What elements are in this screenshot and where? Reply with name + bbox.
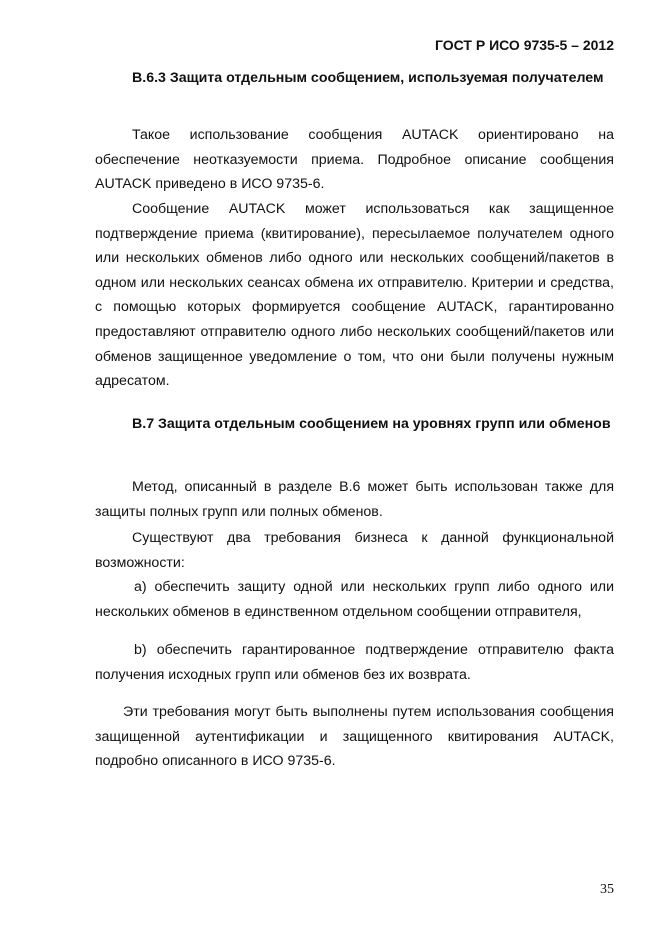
section-b63-heading: B.6.3 Защита отдельным сообщением, используемая получателем bbox=[132, 70, 604, 86]
section-b7-heading: B.7 Защита отдельным сообщением на уровнях групп или обменов bbox=[132, 416, 611, 432]
section-b7-paragraph-2: Существуют два требования бизнеса к данной функциональной возможности: bbox=[95, 530, 614, 571]
requirement-item-b: b) обеспечить гарантированное подтверждение отправителю факта получения исходных групп или обменов без их возврата. bbox=[95, 642, 614, 683]
section-b7-paragraph-1: Метод, описанный в разделе B.6 может быть использован также для защиты полных групп или полных обменов. bbox=[95, 479, 614, 520]
section-b7-closing-paragraph: Эти требования могут быть выполнены путем использования сообщения защищенной аутентификации и защищенного квитирования AUTACK, подробно описанного в ИСО 9735-6. bbox=[95, 704, 614, 770]
page-number: 35 bbox=[600, 882, 614, 897]
requirement-item-a: a) обеспечить защиту одной или нескольких групп либо одного или нескольких обменов в единственном отдельном сообщении отправителя, bbox=[95, 579, 614, 620]
section-b63-paragraph-2: Сообщение AUTACK может использоваться как защищенное подтверждение приема (квитирование), пересылаемое получателем одного или нескольких обменов либо одного или нескольких сообщений/пакетов в одном или нескольких сеансах обмена их отправителю. Критерии и средства, с помощью которых формируется сообщение AUTACK, гарантированно предоставляют отправителю одного либо нескольких сообщений/пакетов или обменов защищенное уведомление о том, что они были получены нужным адресатом. bbox=[95, 201, 614, 390]
section-b63-paragraph-1: Такое использование сообщения AUTACK ориентировано на обеспечение неотказуемости приема. Подробное описание сообщения AUTACK приведено в ИСО 9735-6. bbox=[95, 127, 614, 193]
document-header: ГОСТ Р ИСО 9735-5 – 2012 bbox=[435, 37, 614, 53]
